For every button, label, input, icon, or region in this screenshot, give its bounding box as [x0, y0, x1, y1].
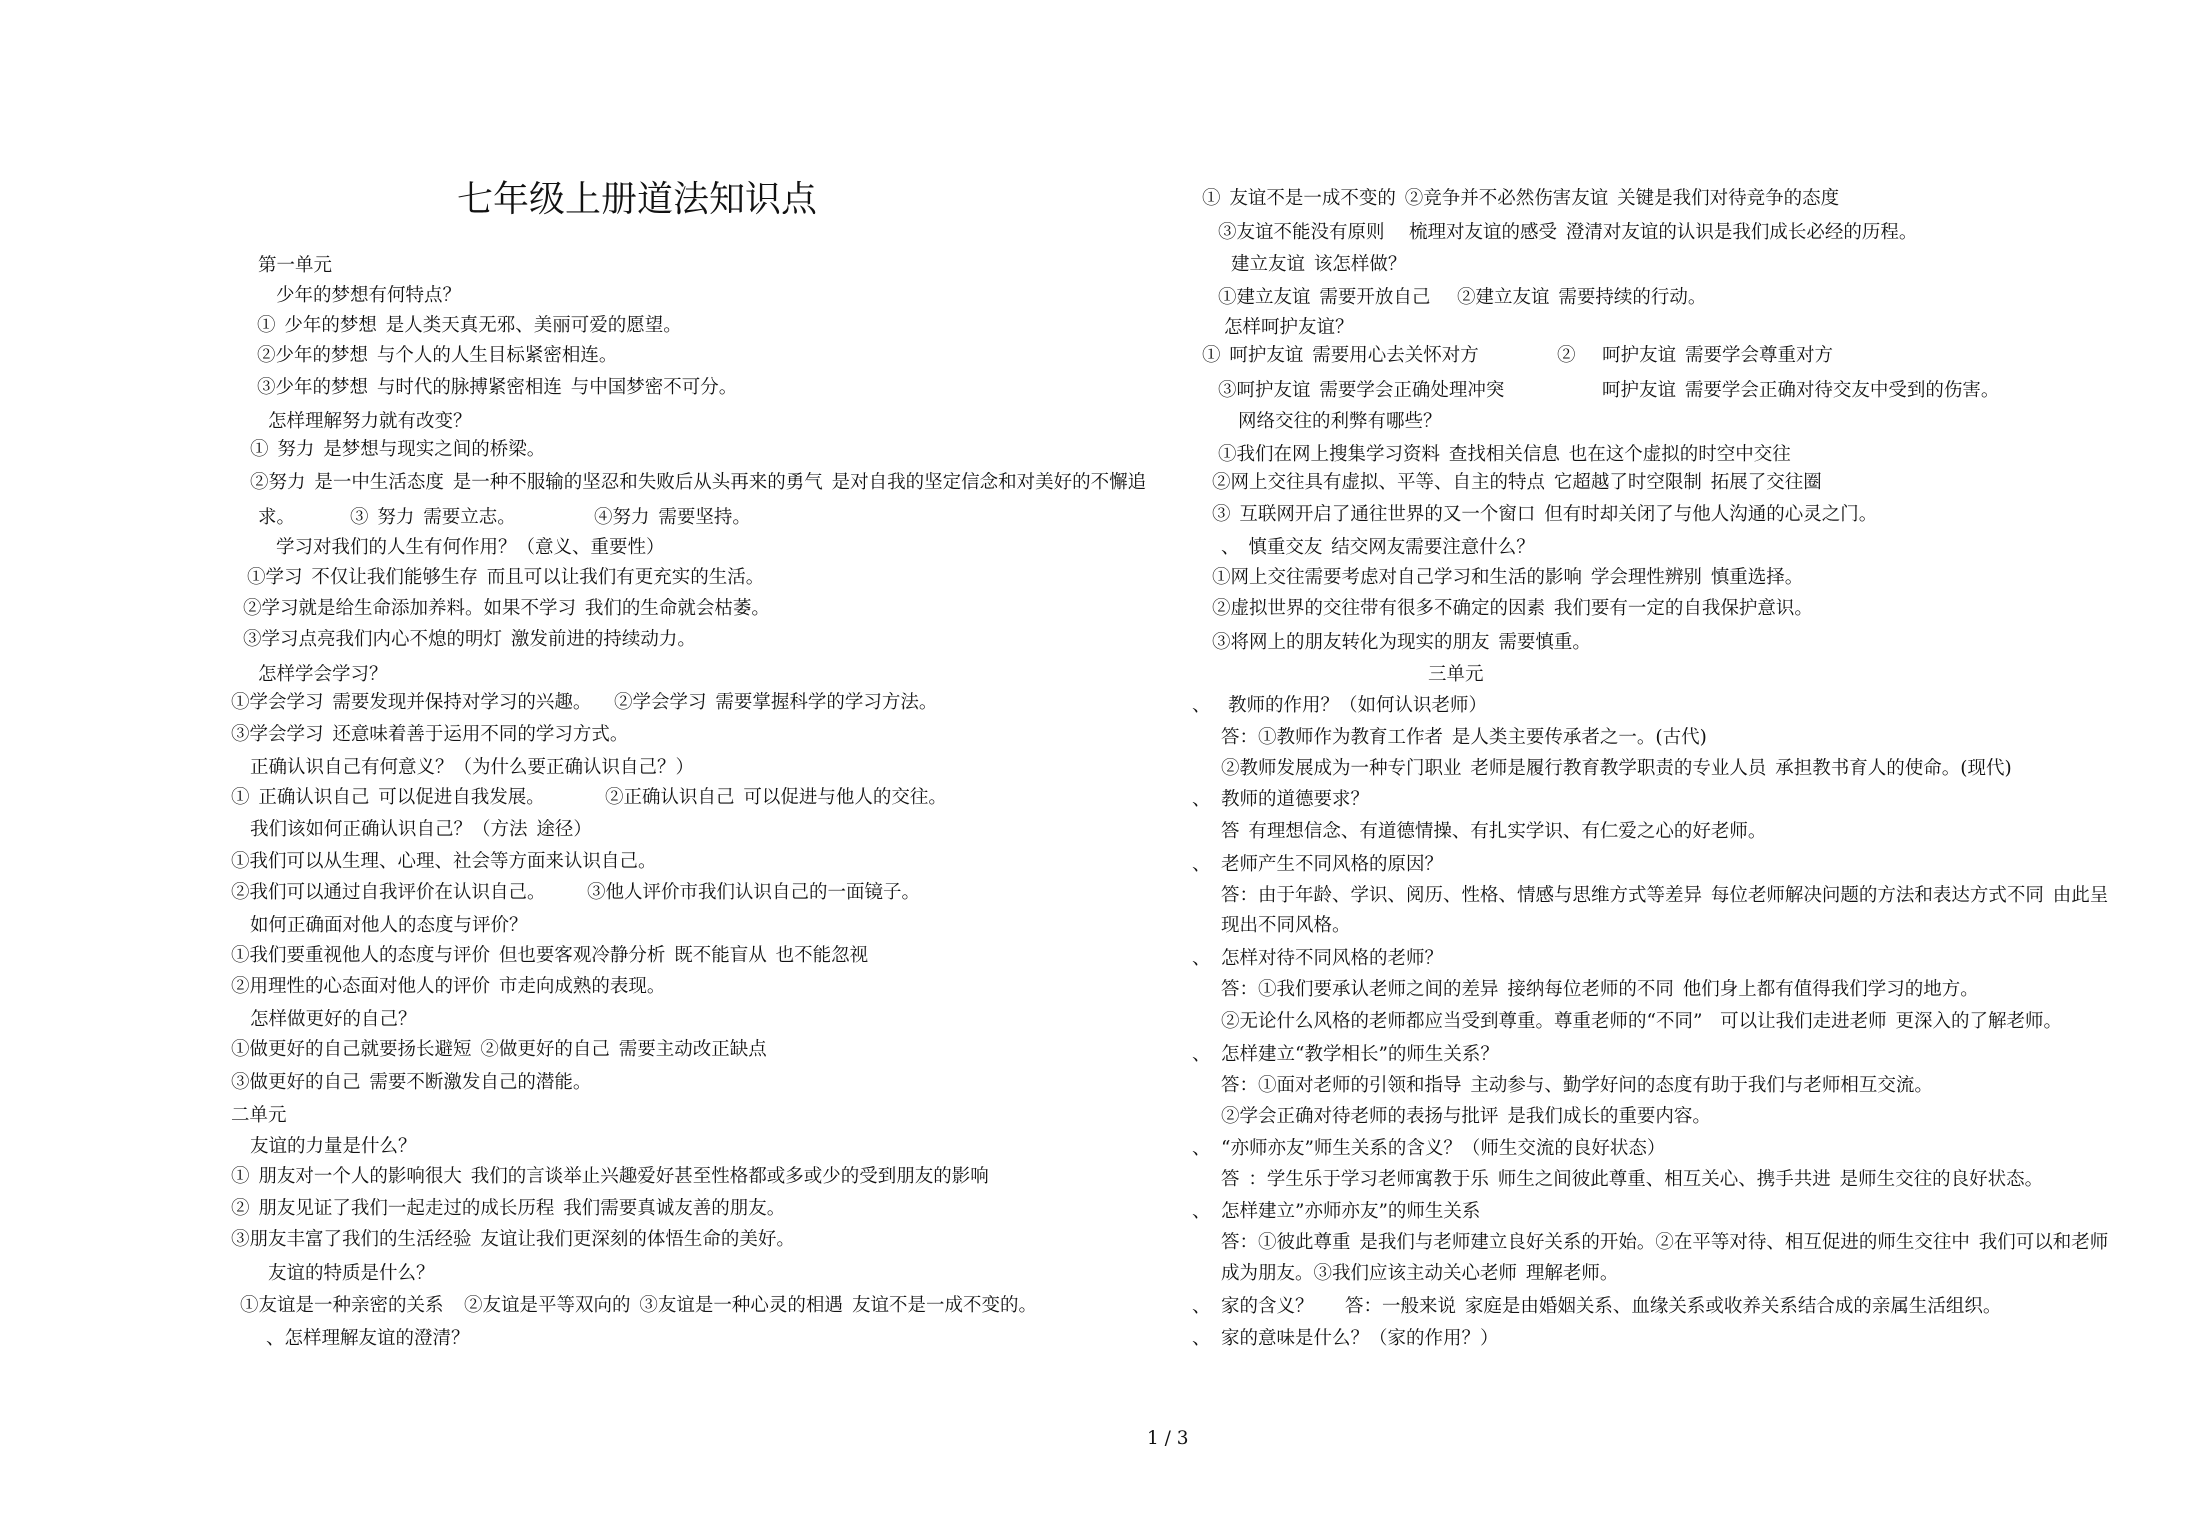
answer-point: ② 朋友见证了我们一起走过的成长历程 我们需要真诚友善的朋友。 — [231, 1198, 786, 1219]
question-heading: 学习对我们的人生有何作用？（意义、重要性） — [276, 537, 665, 558]
answer-point: ① 努力 是梦想与现实之间的桥梁。 — [250, 439, 546, 460]
question-heading: 家的意味是什么？（家的作用？） — [1221, 1328, 1499, 1349]
question-heading: 教师的作用？（如何认识老师） — [1228, 695, 1488, 716]
list-marker: 、 — [1192, 1328, 1211, 1349]
list-marker: 、 — [1192, 695, 1211, 716]
answer-line: 答：由于年龄、学识、阅历、性格、情感与思维方式等差异 每位老师解决问题的方法和表达方式不同 由此呈 — [1221, 885, 2109, 906]
answer-point: ②努力 是一中生活态度 是一种不服输的坚忍和失败后从头再来的勇气 是对自我的坚定信念和对美好的不懈追 — [250, 472, 1147, 493]
list-marker: 、 — [1192, 1044, 1211, 1065]
question-heading: 网络交往的利弊有哪些？ — [1238, 411, 1442, 432]
unit-heading: 第一单元 — [258, 255, 333, 276]
answer-point: 梳理对友谊的感受 澄清对友谊的认识是我们成长必经的历程。 — [1409, 222, 1918, 243]
list-marker: 、 — [1192, 1296, 1211, 1317]
answer-point: ①我们可以从生理、心理、社会等方面来认识自己。 — [231, 851, 657, 872]
answer-point: ② 呵护友谊 需要学会尊重对方 — [1557, 345, 1834, 366]
question-heading: 老师产生不同风格的原因？ — [1221, 854, 1444, 875]
answer-point: ④努力 需要坚持。 — [594, 507, 751, 528]
answer-line: 答 ：学生乐于学习老师寓教于乐 师生之间彼此尊重、相互关心、携手共进 是师生交往的良好状态。 — [1221, 1169, 2044, 1190]
answer-point: ① 呵护友谊 需要用心去关怀对方 — [1202, 345, 1479, 366]
question-heading: 、 慎重交友 结交网友需要注意什么？ — [1221, 537, 1535, 558]
answer-line: 现出不同风格。 — [1221, 915, 1351, 936]
answer-point: ②学会学习 需要掌握科学的学习方法。 — [614, 692, 938, 713]
answer-point: ①做更好的自己就要扬长避短 ②做更好的自己 需要主动改正缺点 — [231, 1039, 767, 1060]
answer-point: ②网上交往具有虚拟、平等、自主的特点 它超越了时空限制 拓展了交往圈 — [1212, 472, 1822, 493]
answer-point: ③将网上的朋友转化为现实的朋友 需要慎重。 — [1212, 632, 1591, 653]
answer-point: ① 少年的梦想 是人类天真无邪、美丽可爱的愿望。 — [257, 315, 682, 336]
page-number: 1 / 3 — [1147, 1428, 1189, 1449]
answer-continuation: 求。 — [258, 507, 296, 528]
answer-point: ③ 互联网开启了通往世界的又一个窗口 但有时却关闭了与他人沟通的心灵之门。 — [1212, 504, 1878, 525]
answer-point: ③他人评价市我们认识自己的一面镜子。 — [587, 882, 921, 903]
question-heading: 怎样学会学习？ — [258, 664, 388, 685]
answer-line: ②教师发展成为一种专门职业 老师是履行教育教学职责的专业人员 承担教书育人的使命。(现代) — [1221, 758, 2012, 779]
answer-line: 答：①我们要承认老师之间的差异 接纳每位老师的不同 他们身上都有值得我们学习的地方。 — [1221, 979, 1979, 1000]
question-heading: 怎样做更好的自己？ — [250, 1009, 417, 1030]
question-heading: 如何正确面对他人的态度与评价？ — [250, 915, 528, 936]
answer-point: ②虚拟世界的交往带有很多不确定的因素 我们要有一定的自我保护意识。 — [1212, 598, 1813, 619]
list-marker: 、 — [1192, 1138, 1211, 1159]
answer-point: ②学习就是给生命添加养料。如果不学习 我们的生命就会枯萎。 — [243, 598, 770, 619]
question-heading: 怎样对待不同风格的老师？ — [1221, 948, 1444, 969]
answer-line: 答：①彼此尊重 是我们与老师建立良好关系的开始。②在平等对待、相互促进的师生交往中 我们可以和老师 — [1221, 1232, 2109, 1253]
list-marker: 、 — [1192, 1201, 1211, 1222]
question-heading: 友谊的力量是什么？ — [250, 1136, 417, 1157]
answer-point: ③呵护友谊 需要学会正确处理冲突 — [1218, 380, 1505, 401]
answer-point: ① 朋友对一个人的影响很大 我们的言谈举止兴趣爱好甚至性格都或多或少的受到朋友的影响 — [231, 1166, 989, 1187]
question-heading: 友谊的特质是什么？ — [268, 1263, 435, 1284]
answer-point: ③做更好的自己 需要不断激发自己的潜能。 — [231, 1072, 592, 1093]
list-marker: 、 — [1192, 854, 1211, 875]
answer-point: ①学习 不仅让我们能够生存 而且可以让我们有更充实的生活。 — [247, 567, 765, 588]
answer-point: ① 友谊不是一成不变的 ②竞争并不必然伤害友谊 关键是我们对待竞争的态度 — [1202, 188, 1840, 209]
answer-line: ②无论什么风格的老师都应当受到尊重。尊重老师的“不同” 可以让我们走进老师 更深入的了解老师。 — [1221, 1011, 2063, 1032]
list-marker: 、 — [1192, 948, 1211, 969]
answer-point: 友谊不是一成不变的。 — [852, 1295, 1038, 1316]
answer-point: ③ 努力 需要立志。 — [350, 507, 516, 528]
answer-point: ③学习点亮我们内心不熄的明灯 激发前进的持续动力。 — [243, 629, 696, 650]
answer-point: 呵护友谊 需要学会正确对待交友中受到的伤害。 — [1602, 380, 2000, 401]
list-marker: 、 — [1192, 789, 1211, 810]
answer-point: ③学会学习 还意味着善于运用不同的学习方式。 — [231, 724, 629, 745]
answer-line: 答 有理想信念、有道德情操、有扎实学识、有仁爱之心的好老师。 — [1221, 821, 1767, 842]
answer-point: ③朋友丰富了我们的生活经验 友谊让我们更深刻的体悟生命的美好。 — [231, 1229, 795, 1250]
unit-heading: 二单元 — [231, 1105, 287, 1126]
question-heading: “亦师亦友”师生关系的含义？（师生交流的良好状态） — [1221, 1138, 1666, 1159]
question-heading: 怎样理解努力就有改变？ — [268, 411, 472, 432]
answer-point: ②正确认识自己 可以促进与他人的交往。 — [605, 787, 947, 808]
answer-point: ①建立友谊 需要开放自己 — [1218, 287, 1431, 308]
question-heading: 少年的梦想有何特点？ — [276, 285, 462, 306]
answer-point: ①我们在网上搜集学习资料 查找相关信息 也在这个虚拟的时空中交往 — [1218, 444, 1791, 465]
answer-point: ②友谊是平等双向的 ③友谊是一种心灵的相遇 — [464, 1295, 843, 1316]
answer-point: ②我们可以通过自我评价在认识自己。 — [231, 882, 546, 903]
answer-point: ① 正确认识自己 可以促进自我发展。 — [231, 787, 545, 808]
answer-point: ③少年的梦想 与时代的脉搏紧密相连 与中国梦密不可分。 — [257, 377, 738, 398]
question-heading: 正确认识自己有何意义？（为什么要正确认识自己？） — [250, 757, 695, 778]
question-heading: 、怎样理解友谊的澄清？ — [266, 1328, 470, 1349]
answer-line: 答：①面对老师的引领和指导 主动参与、勤学好问的态度有助于我们与老师相互交流。 — [1221, 1075, 1933, 1096]
answer-point: ②建立友谊 需要持续的行动。 — [1457, 287, 1707, 308]
question-heading: 建立友谊 该怎样做？ — [1231, 254, 1407, 275]
answer-point: ①我们要重视他人的态度与评价 但也要客观冷静分析 既不能盲从 也不能忽视 — [231, 945, 869, 966]
answer-line: 答：①教师作为教育工作者 是人类主要传承者之一。(古代) — [1221, 727, 1707, 748]
answer-line: 答：一般来说 家庭是由婚姻关系、血缘关系或收养关系结合成的亲属生活组织。 — [1345, 1296, 2002, 1317]
answer-line: 成为朋友。③我们应该主动关心老师 理解老师。 — [1221, 1263, 1619, 1284]
answer-line: ②学会正确对待老师的表扬与批评 是我们成长的重要内容。 — [1221, 1106, 1711, 1127]
question-heading: 教师的道德要求？ — [1221, 789, 1370, 810]
question-heading: 怎样建立“教学相长”的师生关系？ — [1221, 1044, 1499, 1065]
answer-point: ①网上交往需要考虑对自己学习和生活的影响 学会理性辨别 慎重选择。 — [1212, 567, 1804, 588]
answer-point: ①学会学习 需要发现并保持对学习的兴趣。 — [231, 692, 592, 713]
answer-point: ②用理性的心态面对他人的评价 市走向成熟的表现。 — [231, 976, 666, 997]
answer-point: ②少年的梦想 与个人的人生目标紧密相连。 — [257, 345, 618, 366]
page-title: 七年级上册道法知识点 — [457, 179, 818, 220]
question-heading: 我们该如何正确认识自己？（方法 途径） — [250, 819, 592, 840]
answer-point: ①友谊是一种亲密的关系 — [240, 1295, 444, 1316]
question-heading: 家的含义？ — [1221, 1296, 1314, 1317]
answer-point: ③友谊不能没有原则 — [1218, 222, 1385, 243]
question-heading: 怎样呵护友谊？ — [1224, 317, 1354, 338]
unit-heading: 三单元 — [1428, 664, 1484, 685]
question-heading: 怎样建立”亦师亦友”的师生关系 — [1221, 1201, 1481, 1222]
